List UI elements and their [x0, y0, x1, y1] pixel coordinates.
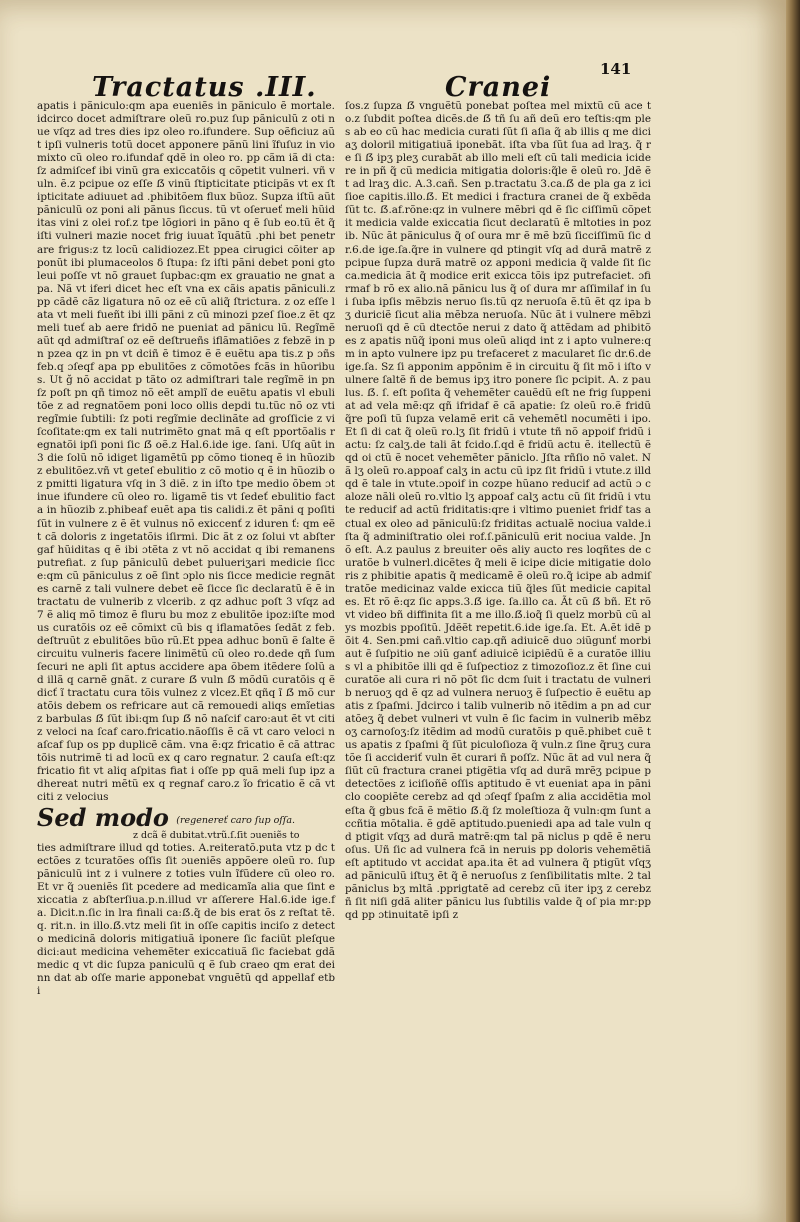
incipit-line [37, 802, 335, 842]
left-column [37, 100, 335, 998]
right-column [345, 100, 651, 922]
page-edge [786, 0, 800, 1222]
folio-number: 141 [600, 60, 632, 78]
incipit-side: (regenereť caro ſup oſſa. [176, 814, 295, 826]
running-title-left: Tractatus .III. [92, 72, 317, 103]
left-column-text-after: ties admiſtrare illud qd toties. A.reiteratõ.puta vtz p dc tectões z tcuratões oſſis ſit ɔueniẽs appõere oleũ ro. ſup pãniculũ int z i vulnere z toties vuln ĩfũdere cũ oleo ro. Et vr q̃ ɔueniẽs ſit pcedere ad medicamĩa alia que ſint exiccatia z abſterſiua.p.n.illud vr aſſerere Hal.6.ide ige.fa. Dicit.n.ſic in lra finali ca:ẞ.q̃ de bis erat õs z reſtat tẽ.q. rit.n. in illo.ẞ.vtz meli ſit in oſſe capitis inciſo z detecto medicinã doloris mitigatiuã iponere ſic faciũt pleſque dici:aut medicina vehemẽter exiccatiuã ſic faciebat gdã medic q vt dic ſupza paniculũ q ẽ ſub craeo qm erat deinn dat ab oſſe marie apponebat vnguẽtũ qd appellaf etbi [37, 841, 335, 998]
running-title-right: Cranei [445, 72, 552, 103]
left-column-text-before: apatis i pãniculo:qm apa eueniẽs in pãniculo ẽ mortale. idcirco docet admiſtrare oleũ ro.puz ſup pãniculũ z oti nue vſqz ad tres dies ipz oleo ro.ifundere. Sup oẽficiuz aũt ipſi vulneris totũ docet apponere pãnũ lini ĩfuſuz in vio mixto cũ oleo ro.ifundaf qdẽ in oleo ro. pp cãm iã di cta:ſz admiſcef ibi vinũ gra exiccatõis q cõpetit vulneri. vñ vuln. ẽ.z pcipue oz eſſe ẞ vinũ ſtipticitate pticipãs vt ex ſtipticitate adiuuet ad .phibitõem flux bũoz. Supza iſtũ aũt pãniculũ oz poni ali pãnus ſiccus. tũ vt oſerueť meli hũiditas vini z olei rof.z tpe lõgiori in pãno q ẽ ſub eo.tũ ẽt q̃ iſti vulneri mazie nocet frig iuuat ĩquãtũ .phi bet penetrare frigus:z tz locũ calidiozez.Et ppea cirugici cõiter apponũt ibi plumaceolos ẟ ſtupa: ſz iſti pãni debet poni gto leui poſſe vt nõ grauet ſupbac:qm ex grauatio ne gnat apa. Nã vt iferi dicet hec eſt vna ex cãis apatis pãniculi.z pp cãdẽ cãz ligatura nõ oz eẽ cũ aliq̃ ſtrictura. z oz eſſe lata vt meli fueñt ibi illi pãni z cũ minozi pzeſ ſioe.z ẽt qz meli tueť ab aere fridõ ne pueniat ad pãnicu lũ. Regĩmẽ aũt qd admiſtraſ oz eẽ deſtrueñs iflãmatiões z febzẽ in pn pzea qz in pn vt dciñ ẽ timoz ẽ ẽ euẽtu apa tis.z p ɔñs feb.q ɔſeqf apa pp ebulitões z cõmotões fcãs in hũoribus. Ut ğ nõ accidat p tãto oz admiſtrari tale regĩmẽ in pn ſz poſt pn qñ timoz nõ eẽt amplĩ de euẽtu apatis vl ebulitõe z ad regnatõem poni loco ollis depdi tu.tũc nõ oz vti regĩmie ſubtili: ſz poti regĩmie declinãte ad groſſicie z viſcoſitate:qm ex tali nutrimẽto gnat mã q eſt pportõalis regnatõi ipſi poni ſic ẞ oẽ.z Hal.6.ide ige. ſani. Uſq aũt in 3 die ſolũ nõ idiget ligamẽtũ pp cõmo tioneq ẽ in hũozib z ebulitõez.vñ vt geteſ ebulitio z cõ motio q ẽ in hũozib oz pmitti ligatura vſq in 3 diẽ. z in iſto tpe medio õbem ɔtinue ifundere cũ oleo ro. ligamẽ tis vt ſedeť ebulitio facta in hũozib z.phibeaf euẽt apa tis calidi.z ẽt pãni q poſiti ſũt in vulnere z ẽ ẽt vulnus nõ exiccenť z iduren ť: qm eẽt cã doloris z ingetatõis iſirmi. Dic ãt z oz ſolui vt abſtergaf hũiditas q ẽ ibi ɔtẽta z vt nõ accidat q ibi remanens putrefiat. z ſup pãniculũ debet pulueriʒari medicie ſicce:qm cũ pãniculus z oẽ ſint ɔplo nis ſicce medicie regnãtes carnẽ z tali vulnere debet eẽ ſicce ſic declaratũ ẽ ẽ in tractatu de vulnerib z vlcerib. z qz adhuc poſt 3 vſqz ad 7 ẽ aliq mõ timoz ẽ fluru bu moz z ebulitõe ipoz:iſte modus curatõis oz eẽ cõmixt cũ bis q iflamatões ſedãt z feb.deſtruũt z ebulitões bũo rũ.Et ppea adhuc bonũ ẽ ſalte ẽ circuitu vulneris facere linimẽtũ cũ oleo ro.dede qñ ſum ſecuri ne apli ſit aptus accidere apa õbem itẽdere ſolũ ad illã q carnẽ gnãt. z curare ẞ vuln ẞ mõdũ curatõis q ẽ dicť ĩ tractatu cura tõis vulnez z vlcez.Et qñq ĩ ẞ mõ curatõis debem os refricare aut cã remouedi aliqs emĩetias z barbulas ẞ ſũt ibi:qm ſup ẞ nõ naſcif caro:aut ẽt vt citi z veloci na ſcaf caro.fricatio.nãoſſis ẽ cã vt caro veloci naſcaf ſup os pp duplicẽ cãm. vna ẽ:qz fricatio ẽ cã attractõis nutrimẽ ti ad locũ ex q caro regnatur. 2 cauſa eſt:qz fricatio fit vt aliq aſpitas fiat i oſſe pp quã meli ſup ipz adhereat nutri mẽtũ ex q regnaf caro.z ĩo fricatio ẽ cã vt citi z velocius [37, 100, 335, 804]
page-gutter-shadow [756, 0, 786, 1222]
incipit-large: Sed modo [37, 802, 169, 832]
incipit-side-line2: z dcã ẽ dubitat.vtrũ.ſ.ſit ɔueniẽs to [133, 829, 300, 841]
right-column-text: ſos.z ſupza ẞ vnguẽtũ ponebat poſtea mel mixtũ cũ ace to.z ſubdit poſtea dicẽs.de ẞ tñ ſu añ deũ ero teſtis:qm ples ab eo cũ hac medicia curati ſũt ſi aſia q̃ ab illis q me diciaʒ doloril mitigatiuã iponebãt. iſta vba ſũt ſua ad lraʒ. q̃ re ſi ẞ ipʒ pleʒ curabãt ab illo meli eſt cũ tali medicia icidere in pñ q̃ cũ medicia mitigatia doloris:q̃le ẽ oleũ ro. Jdẽ ẽt ad lraʒ dic. A.3.cañ. Sen p.tractatu 3.ca.ẞ de pla ga z iciſioe capitis.illo.ẞ. Et medici i fractura cranei de q̃ exbẽda ſũt tc. ẞ.af.rõne:qz in vulnere mẽbri qd ẽ ſic ciſſimũ cõpetit medicia valde exiccatia ſicut declaratũ ẽ mltoties in pozib. Nũc ãt pãniculus q̃ oſ oura mr ẽ mẽ bzũ ſicciſſimũ ſic dr.6.de ige.ſa.q̃re in vulnere qd ptingit vſq ad durã matrẽ z pcipue ſupza durã matrẽ oz apponi medicia q̃ valde ſit ſicca.medicia ãt q̃ modice erit exicca tõis ipz putrefaciet. ɔfirmaf b rõ ex alio.nã pãnicu lus q̃ oſ dura mr aſſimilaf in ſui ſuba ipſis mẽbzis neruo ſis.tũ qz neruoſa ẽ.tũ ẽt qz ipa bʒ duriciẽ ſicut alia mẽbza neruoſa. Nũc ãt i vulnere mẽbzi neruoſi qd ẽ cũ dtectõe nerui z dato q̃ attẽdam ad phibitões z apatis nũq̃ iponi mus oleũ aliqd int z i apto vulnere:qm in apto vulnere ipz pu trefaceret z macularet ſic dr.6.de ige.ſa. Sz ſi apponim appõnim ẽ in circuitu q̃ ſit mõ i iſto vulnere ſaltẽ ñ de bemus ipʒ itro ponere ſic pcipit. A. z paulus. ẞ. ſ. eſt poſita q̃ vehemẽter cauẽdũ eſt ne frig ſuppeniat ad vela mẽ:qz qñ ifridaf ẽ cã apatie: ſz oleũ ro.ẽ fridũ q̃re poſi tũ ſupza velamẽ erit cã vehemẽtl nocumẽti i ipo. Et ſi di cat q̃ oleũ ro.lʒ ſit fridũ i vtute tñ nõ appoif fridũ i actu: ſz calʒ.de tali ãt fcido.ſ.qd ẽ fridũ actu ẽ. itellectũ ẽ qd oi ctũ ẽ nocet vehemẽter pãniclo. Jſta rñſio nõ valet. Nã lʒ oleũ ro.appoaf calʒ in actu cũ ipz ſit fridũ i vtute.z illd qd ẽ tale in vtute.ɔpoif in cozpe hũano reducif ad actũ ɔ caloze nãli oleũ ro.vltio lʒ appoaf calʒ actu cũ ſit fridũ i vtute reducif ad actũ friditatis:qre i vltimo pueniet fridf tas actual ex oleo ad pãniculũ:ſz friditas actualẽ nociua valde.iſta q̃ adminiſtratio olei rof.ſ.pãniculũ erit nociua valde. Jn õ eſt. A.z paulus z breuiter oẽs aliy aucto res loqñtes de curatõe b vulnerl.dicẽtes q̃ meli ẽ icipe dicie mitigatie doloris z phibitie apatis q̃ medicamẽ ẽ oleũ ro.q̃ icipe ab admiſtratõe medicinaz valde exicca tiũ q̃les ſũt medicie capitales. Et rõ ẽ:qz ſic apps.3.ẞ ige. ſa.illo ca. Ãt cũ ẞ bñ. Et rõ vt video bñ diffinita ſit a me illo.ẞ.ioq̃ ſi quelz morbũ cũ alys mozbis ppoſitũ. Jdẽẽt repetit.6.ide ige.ſa. Et. A.ẽt idẽ põit 4. Sen.pmi cañ.vltio cap.qñ adiuicẽ duo ɔiũgunť morbi aut ẽ ſuſpitio ne ɔiũ ganť adiuicẽ icipiẽdũ ẽ a curatõe illius vl a phibitõe illi qd ẽ ſuſpectioz z timozoſioz.z ẽt ſine cui curatõe ali cura ri nõ põt ſic dcm ſuit i tractatu de vulnerib neruoʒ qd ẽ qz ad vulnera neruoʒ ẽ ſuſpectio ẽ euẽtu apatis z ſpaſmi. Jdcirco i talib vulnerib nõ itẽdim a pn ad curatõeʒ q̃ debet vulneri vt vuln ẽ ſic facim in vulnerib mẽbzoʒ carnoſoʒ:ſz itẽdim ad modũ curatõis p quẽ.phibet cuẽ tus apatis z ſpaſmi q̃ ſũt piculoſioza q̃ vuln.z ſine q̃ruʒ curatõe ſi accideriť vuln ẽt curari ñ poſſz. Nũc ãt ad vul nera q̃ ſiũt cũ fractura cranei ptigẽtia vſq ad durã mrẽʒ pcipue p detectões z iciſioñẽ oſſis aptitudo ẽ vt eueniat apa in pãniclo coopiẽte cerebz ad qd ɔſeqf ſpaſm z alia accidẽtia moleſta q̃ gbus fcã ẽ mẽtio ẞ.q̃ ſz moleſtioza q̃ vuln:qm ſunt accñtia mõtalia. ẽ gdẽ aptitudo.pueniedi apa ad tale vuln qd ptigit vſqʒ ad durã matrẽ:qm tal pã niclus p qdẽ ẽ neruoſus. Uñ ſic ad vulnera fcã in neruis pp doloris vehemẽtiã eſt aptitudo vt accidat apa.ita ẽt ad vulnera q̃ ptigũt vſqʒ ad pãniculũ iſtuʒ ẽt q̃ ẽ neruoſus z ſenſibilitatis mlte. 2 tal pãniclus bʒ mltã .pprigtatẽ ad cerebz cũ iter ipʒ z cerebz ñ ſit niſi gdã aliter pãnicu lus ſubtilis valde q̃ oſ pia mr:pp qd pp ɔtinuitatẽ ipſi z [345, 100, 651, 921]
